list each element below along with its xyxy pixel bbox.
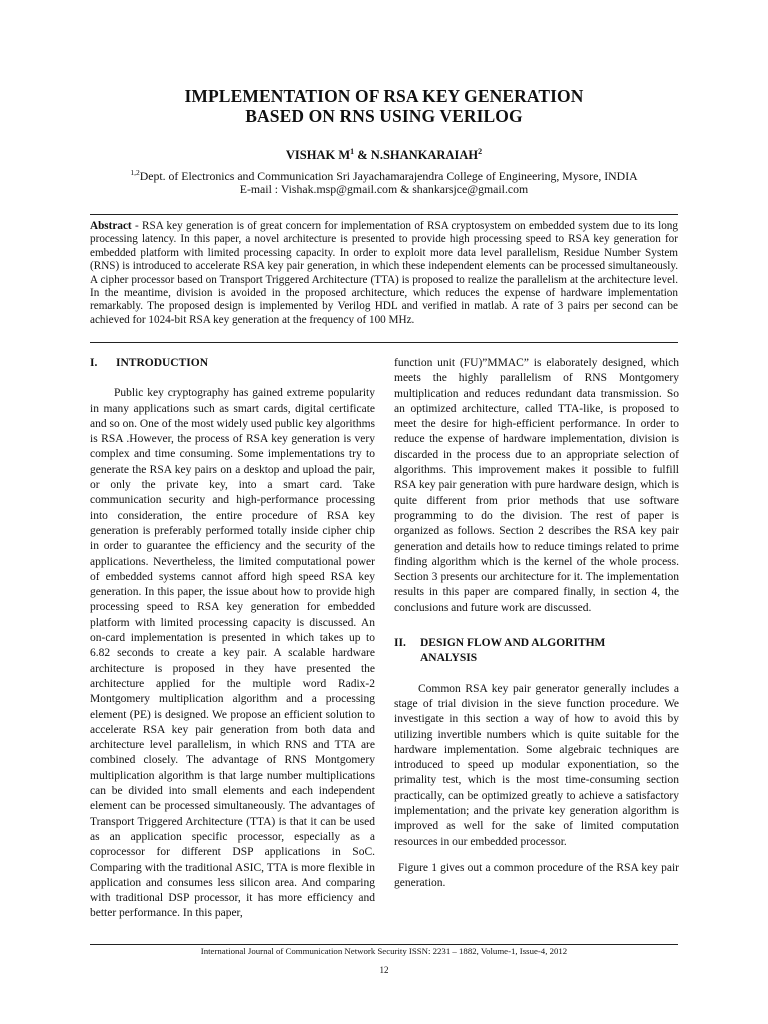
authors <box>80 147 688 163</box>
right-column <box>394 356 679 892</box>
section-number: II. <box>394 637 406 650</box>
section-number: I. <box>90 357 98 369</box>
email-line: E-mail : Vishak.msp@gmail.com & shankarsjce@gmail.com <box>239 182 529 197</box>
paper-title <box>80 86 688 126</box>
abstract-label: Abstract <box>90 220 132 232</box>
author-2-sup: 2 <box>478 147 483 156</box>
abstract-top-rule <box>90 214 678 215</box>
affiliation-block <box>80 166 688 197</box>
abstract-text: - RSA key generation is of great concern for implementation of RSA cryptosystem on embedded system due to its long processing latency. In this paper, a novel architecture is presented to provide high processing speed to RSA key generation for embedded platform with limited processing capacity. In order to exploit more data level parallelism, Residue Number System (RNS) is introduced to accelerate RSA key pair generation, in which these independent elements can be processed simultaneously. A cipher processor based on Transport Triggered Architecture (TTA) is proposed to realize the parallelism at the architecture level. In the meantime, division is avoided in the proposed architecture, which reduces the expense of hardware implementation remarkably. The proposed design is implemented by Verilog HDL and verified in matlab. A rate of 3 pairs per second can be achieved for 1024-bit RSA key generation at the frequency of 100 MHz. <box>90 220 678 326</box>
abstract <box>90 220 678 327</box>
affiliation: Dept. of Electronics and Communication Sri Jayachamarajendra College of Engineering, Mysore, INDIA <box>139 168 638 183</box>
intro-paragraph: Public key cryptography has gained extreme popularity in many applications such as smart cards, digital certificate and so on. One of the most widely used public key algorithms is RSA .However, the process of RSA key generation is very complex and time consuming. Some implementations try to generate the RSA key pairs on a desktop and upload the pair, or only the private key, into a smart card. Take communication security and high-performance processing into consideration, the entire procedure of RSA key generation is preferably performed totally inside cipher chip in order to guarantee the efficiency and the security of the applications. Nevertheless, the limited computational power of embedded systems cannot afford high speed RSA key generation. In this paper, the issue about how to provide high processing speed to RSA key generation for embedded platform with limited processing capacity is discussed. An on-card implementation is presented in which takes up to 6.82 seconds to create a key pair. A scalable hardware architecture is proposed in they have presented the architecture applied for the multiple word Radix-2 Montgomery multiplication algorithm and a processing element (PE) is designed. We propose an efficient solution to accelerate RSA key pair generation from both data and architecture level parallelism, in which RNS and TTA are combined closely. The advantage of RNS Montgomery multiplication algorithm is that large number multiplications can be divided into small elements and each independent element can be processed simultaneously. The advantages of Transport Triggered Architecture (TTA) is that it can be used as an application specific processor, especially as a coprocessor for different DSP applications in SoC. Comparing with the traditional ASIC, TTA is more flexible in application and consumes less silicon area. And comparing with traditional DSP processor, it has more efficiency and better performance. In this paper, <box>90 387 375 920</box>
intro-continued-paragraph: function unit (FU)”MMAC” is elaborately designed, which meets the highly parallelism of RNS Montgomery multiplication and reduces redundant data transmission. So an optimized architecture, called TTA-like, is proposed to meet the desire for high-efficient performance. In order to reduce the expense of hardware implementation, division is discarded in the process due to an appropriate selection of algorithms. This improvement makes it possible to fulfill RSA key pair generation with pure hardware design, which is quite different from prior methods that use software programming to do the division. The rest of paper is organized as follows. Section 2 describes the RSA key pair generation and details how to reduce timings related to prime finding algorithm which is the kernel of the whole process. Section 3 presents our architecture for it. The implementation results in this paper are compared finally, in section 4, the conclusions and future work are discussed. <box>394 357 679 614</box>
author-separator: & <box>354 148 371 163</box>
title-line-2: BASED ON RNS USING VERILOG <box>245 106 523 126</box>
section-title: INTRODUCTION <box>116 357 209 369</box>
section-heading-design-flow <box>394 636 679 667</box>
section-title-line-2: ANALYSIS <box>420 652 478 665</box>
design-flow-paragraph: Common RSA key pair generator generally includes a stage of trial division in the sieve function procedure. We investigate in this section a way of how to avoid this by utilizing invertible numbers which is quite suitable for the hardware implementation. Some algebraic techniques are introduced to speed up modular exponentiation, so the primality test, which is the most time-consuming section practically, can be optimized greatly to achieve a satisfactory implementation; and the private key generation algorithm is improved as well for the sake of limited computation resources in our embedded processor. <box>394 682 679 848</box>
author-1: VISHAK M <box>285 148 351 163</box>
section-heading-introduction <box>90 356 375 371</box>
title-line-1: IMPLEMENTATION OF RSA KEY GENERATION <box>184 86 584 106</box>
figure-reference-paragraph: Figure 1 gives out a common procedure of the RSA key pair generation. <box>394 861 679 890</box>
abstract-bottom-rule <box>90 342 678 343</box>
affiliation-sup: 1,2 <box>130 168 140 177</box>
author-1-sup: 1 <box>350 147 355 156</box>
author-2: N.SHANKARAIAH <box>370 148 479 163</box>
section-title-line-1: DESIGN FLOW AND ALGORITHM <box>420 637 606 650</box>
footer-rule <box>90 944 678 945</box>
journal-footer: International Journal of Communication Network Security ISSN: 2231 – 1882, Volume-1, Issue-4, 2012 <box>200 946 568 956</box>
page-number: 12 <box>379 965 389 975</box>
left-column <box>90 356 375 922</box>
